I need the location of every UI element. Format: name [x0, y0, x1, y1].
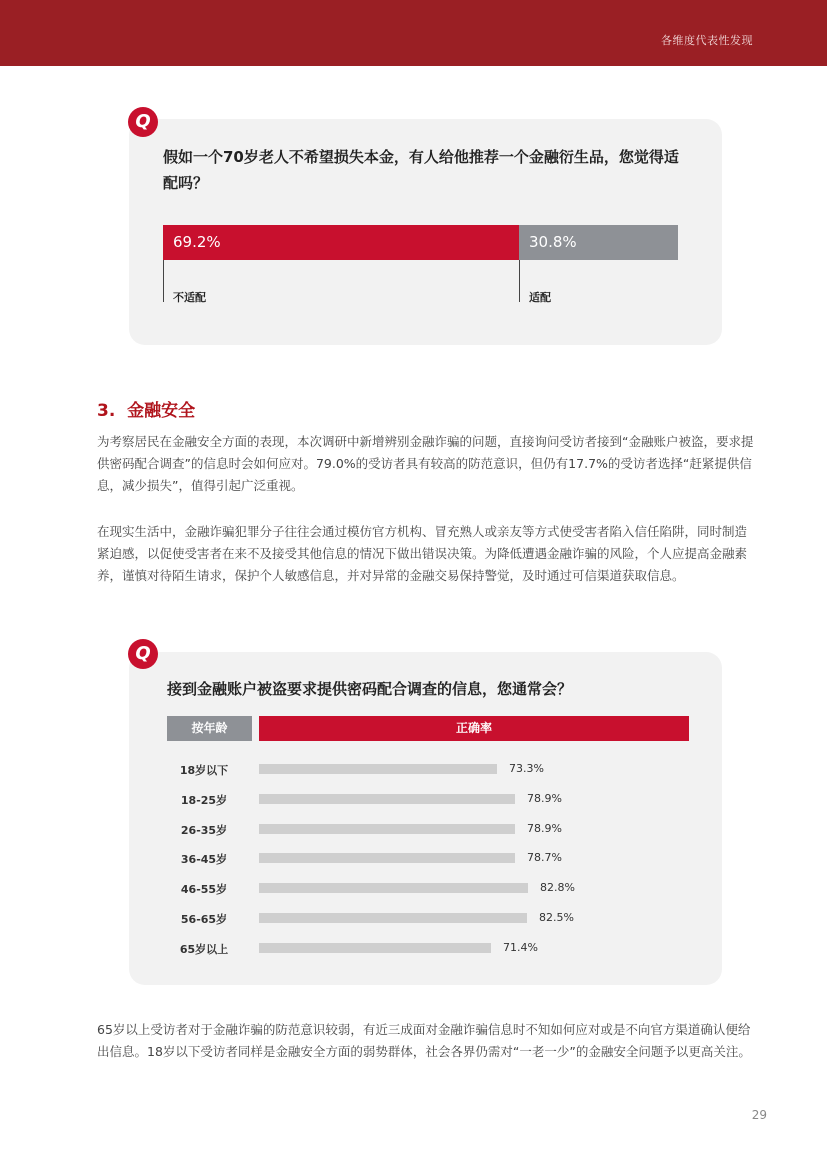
accuracy-value: 82.5%: [539, 911, 574, 924]
accuracy-value: 78.9%: [527, 792, 562, 805]
section-number: 3.: [97, 401, 116, 421]
label-suitable: 适配: [529, 291, 551, 304]
accuracy-value: 82.8%: [540, 881, 575, 894]
paragraph-3: 65岁以上受访者对于金融诈骗的防范意识较弱，有近三成面对金融诈骗信息时不知如何应对或是不向官方渠道确认便给出信息。18岁以下受访者同样是金融安全方面的弱势群体，社会各界仍需对“一老一少”的金融安全问题予以更高关注。: [97, 1022, 751, 1059]
tick-not-suitable: [163, 260, 164, 302]
bar-segment-not-suitable: [163, 225, 519, 260]
value-suitable: 30.8%: [529, 233, 577, 251]
bar-segment-suitable: [519, 225, 678, 260]
accuracy-bar: [259, 824, 515, 834]
row-label: 36-45岁: [180, 853, 228, 866]
accuracy-bar: [259, 913, 527, 923]
paragraph-1: 为考察居民在金融安全方面的表现，本次调研中新增辨别金融诈骗的问题，直接询问受访者接到“金融账户被盗，要求提供密码配合调查”的信息时会如何应对。79.0%的受访者具有较高的防范意识，但仍有17.7%的受访者选择“赶紧提供信息，减少损失”，值得引起广泛重视。: [97, 434, 754, 493]
row-label: 26-35岁: [180, 824, 228, 837]
accuracy-bar: [259, 853, 515, 863]
accuracy-bar: [259, 764, 497, 774]
question-1-text: 假如一个70岁老人不希望损失本金，有人给他推荐一个金融衍生品，您觉得适配吗？: [163, 148, 679, 192]
accuracy-value: 71.4%: [503, 941, 538, 954]
accuracy-value: 73.3%: [509, 762, 544, 775]
question-badge-1: Q: [128, 107, 158, 137]
row-label: 18岁以下: [179, 764, 229, 777]
label-not-suitable: 不适配: [173, 291, 206, 304]
column-header-rate: 正确率: [259, 716, 689, 741]
page-number: 29: [751, 1108, 767, 1122]
accuracy-bar: [259, 943, 491, 953]
tick-suitable: [519, 260, 520, 302]
value-not-suitable: 69.2%: [173, 233, 221, 251]
paragraph-2: 在现实生活中，金融诈骗犯罪分子往往会通过模仿官方机构、冒充熟人或亲友等方式使受害者陷入信任陷阱，同时制造紧迫感，以促使受害者在来不及接受其他信息的情况下做出错误决策。为降低遭遇金融诈骗的风险，个人应提高金融素养，谨慎对待陌生请求，保护个人敏感信息，并对异常的金融交易保持警觉，及时通过可信渠道获取信息。: [97, 524, 748, 583]
accuracy-bar: [259, 794, 515, 804]
section-title: [97, 396, 195, 421]
column-header-age: 按年龄: [167, 716, 252, 741]
accuracy-value: 78.7%: [527, 851, 562, 864]
question-2-text: 接到金融账户被盗要求提供密码配合调查的信息，您通常会？: [167, 680, 573, 698]
question-badge-2: Q: [128, 639, 158, 669]
row-label: 18-25岁: [180, 794, 228, 807]
row-label: 56-65岁: [180, 913, 228, 926]
section-name: 金融安全: [127, 401, 196, 421]
row-label: 46-55岁: [180, 883, 228, 896]
header-title: 各维度代表性发现: [661, 34, 753, 47]
accuracy-value: 78.9%: [527, 822, 562, 835]
page-header: [0, 0, 827, 66]
accuracy-bar: [259, 883, 528, 893]
row-label: 65岁以上: [179, 943, 229, 956]
